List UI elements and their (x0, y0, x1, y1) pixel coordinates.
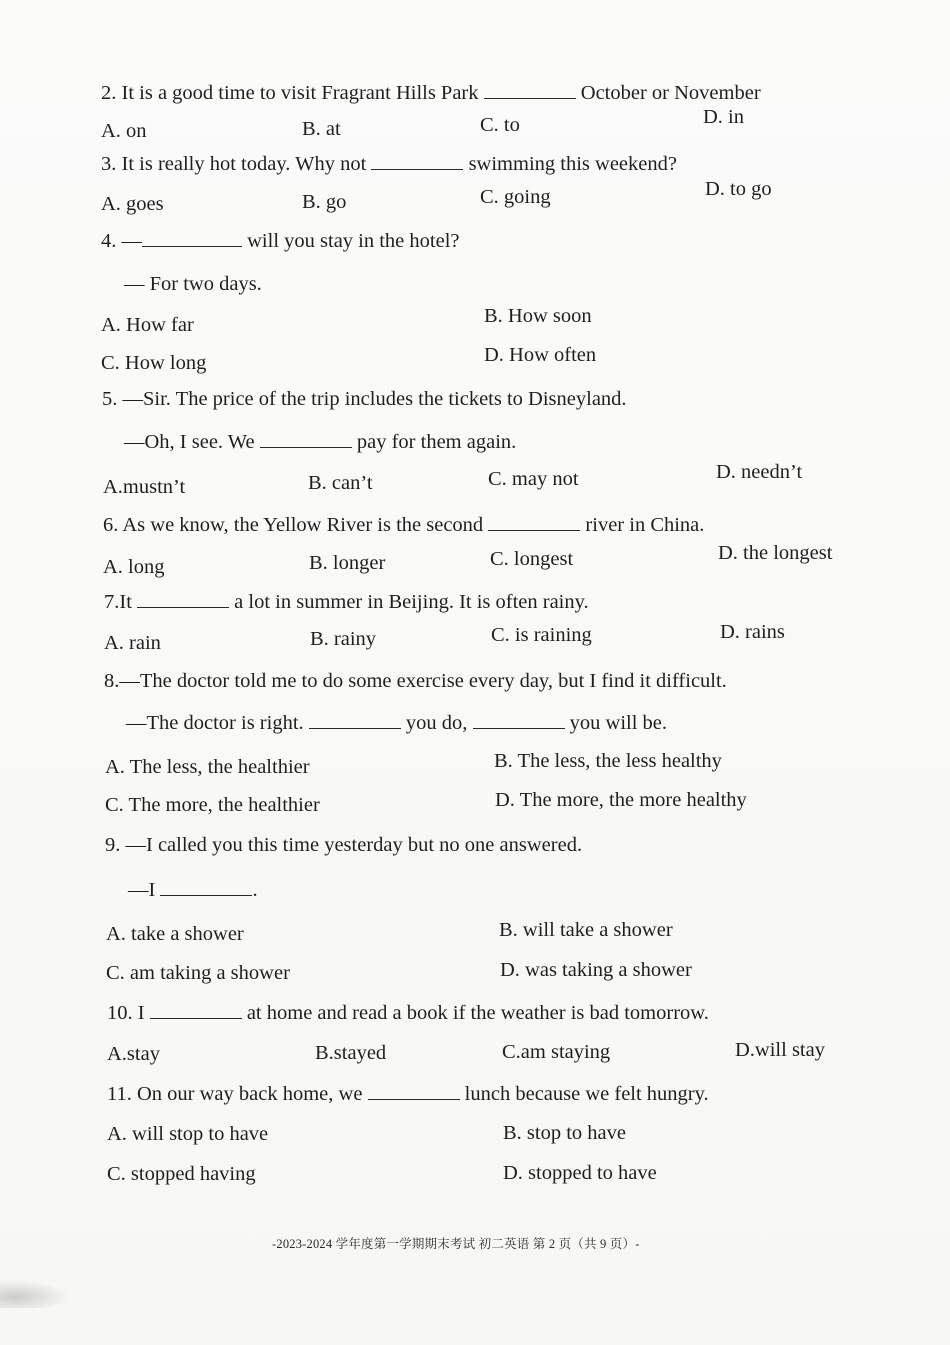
question-4-reply: — For two days. (124, 273, 262, 295)
option-d: D. was taking a shower (500, 959, 692, 981)
question-10-stem: 10. I at home and read a book if the weather is bad tomorrow. (107, 1002, 709, 1024)
answer-blank (371, 151, 463, 170)
option-c: C. longest (490, 548, 574, 570)
option-b: B. longer (309, 552, 386, 574)
option-a: A. goes (101, 193, 164, 215)
option-d: D. in (703, 106, 744, 128)
answer-blank (309, 710, 401, 729)
question-9-stem: 9. —I called you this time yesterday but no one answered. (105, 834, 583, 856)
answer-blank (137, 589, 229, 608)
option-d: D. needn’t (716, 461, 803, 483)
option-c: C. am taking a shower (106, 962, 290, 984)
option-b: B. The less, the less healthy (494, 750, 722, 772)
option-b: B. How soon (484, 305, 592, 327)
option-c: C. going (480, 186, 551, 208)
answer-blank (160, 877, 252, 896)
question-4-stem: 4. — will you stay in the hotel? (101, 230, 460, 252)
option-b: B. rainy (310, 628, 377, 650)
option-b: B. stop to have (503, 1122, 626, 1144)
option-a: A. How far (101, 314, 194, 336)
option-c: C. stopped having (107, 1163, 256, 1185)
question-7-stem: 7.It a lot in summer in Beijing. It is often rainy. (104, 591, 589, 613)
option-d: D.will stay (735, 1039, 825, 1061)
option-b: B. go (302, 191, 347, 213)
answer-blank (368, 1081, 460, 1100)
answer-blank (150, 1000, 242, 1019)
option-d: D. stopped to have (503, 1162, 657, 1184)
option-b: B.stayed (315, 1042, 387, 1064)
option-c: C. The more, the healthier (105, 794, 320, 816)
question-2-stem: 2. It is a good time to visit Fragrant Hills Park October or November (101, 82, 761, 104)
answer-blank (488, 512, 580, 531)
option-c: C. How long (101, 352, 207, 374)
option-d: D. to go (705, 178, 772, 200)
option-a: A.stay (107, 1043, 160, 1065)
option-a: A.mustn’t (103, 476, 186, 498)
question-9-reply: —I . (128, 879, 258, 901)
scan-smudge (0, 1280, 70, 1308)
question-11-stem: 11. On our way back home, we lunch because we felt hungry. (107, 1083, 709, 1105)
question-8-stem: 8.—The doctor told me to do some exercise every day, but I find it difficult. (104, 670, 727, 692)
option-c: C. to (480, 114, 520, 136)
option-c: C. is raining (491, 624, 592, 646)
option-b: B. will take a shower (499, 919, 673, 941)
option-b: B. at (302, 118, 341, 140)
option-d: D. rains (720, 621, 785, 643)
option-b: B. can’t (308, 472, 373, 494)
answer-blank (260, 429, 352, 448)
option-d: D. The more, the more healthy (495, 789, 747, 811)
option-a: A. on (101, 120, 147, 142)
answer-blank (473, 710, 565, 729)
option-c: C.am staying (502, 1041, 611, 1063)
option-c: C. may not (488, 468, 579, 490)
option-a: A. The less, the healthier (105, 756, 310, 778)
answer-blank (484, 80, 576, 99)
option-a: A. long (103, 556, 165, 578)
option-a: A. will stop to have (107, 1123, 269, 1145)
question-5-stem: 5. —Sir. The price of the trip includes the tickets to Disneyland. (102, 388, 627, 410)
answer-blank (142, 228, 242, 247)
question-3-stem: 3. It is really hot today. Why not swimming this weekend? (101, 153, 677, 175)
option-d: D. the longest (718, 542, 833, 564)
option-a: A. rain (104, 632, 161, 654)
question-6-stem: 6. As we know, the Yellow River is the second river in China. (103, 514, 705, 536)
option-a: A. take a shower (106, 923, 244, 945)
question-8-reply: —The doctor is right. you do, you will be. (126, 712, 668, 734)
question-5-reply: —Oh, I see. We pay for them again. (124, 431, 517, 453)
page-footer: -2023-2024 学年度第一学期期末考试 初二英语 第 2 页（共 9 页）- (272, 1237, 640, 1251)
option-d: D. How often (484, 344, 597, 366)
